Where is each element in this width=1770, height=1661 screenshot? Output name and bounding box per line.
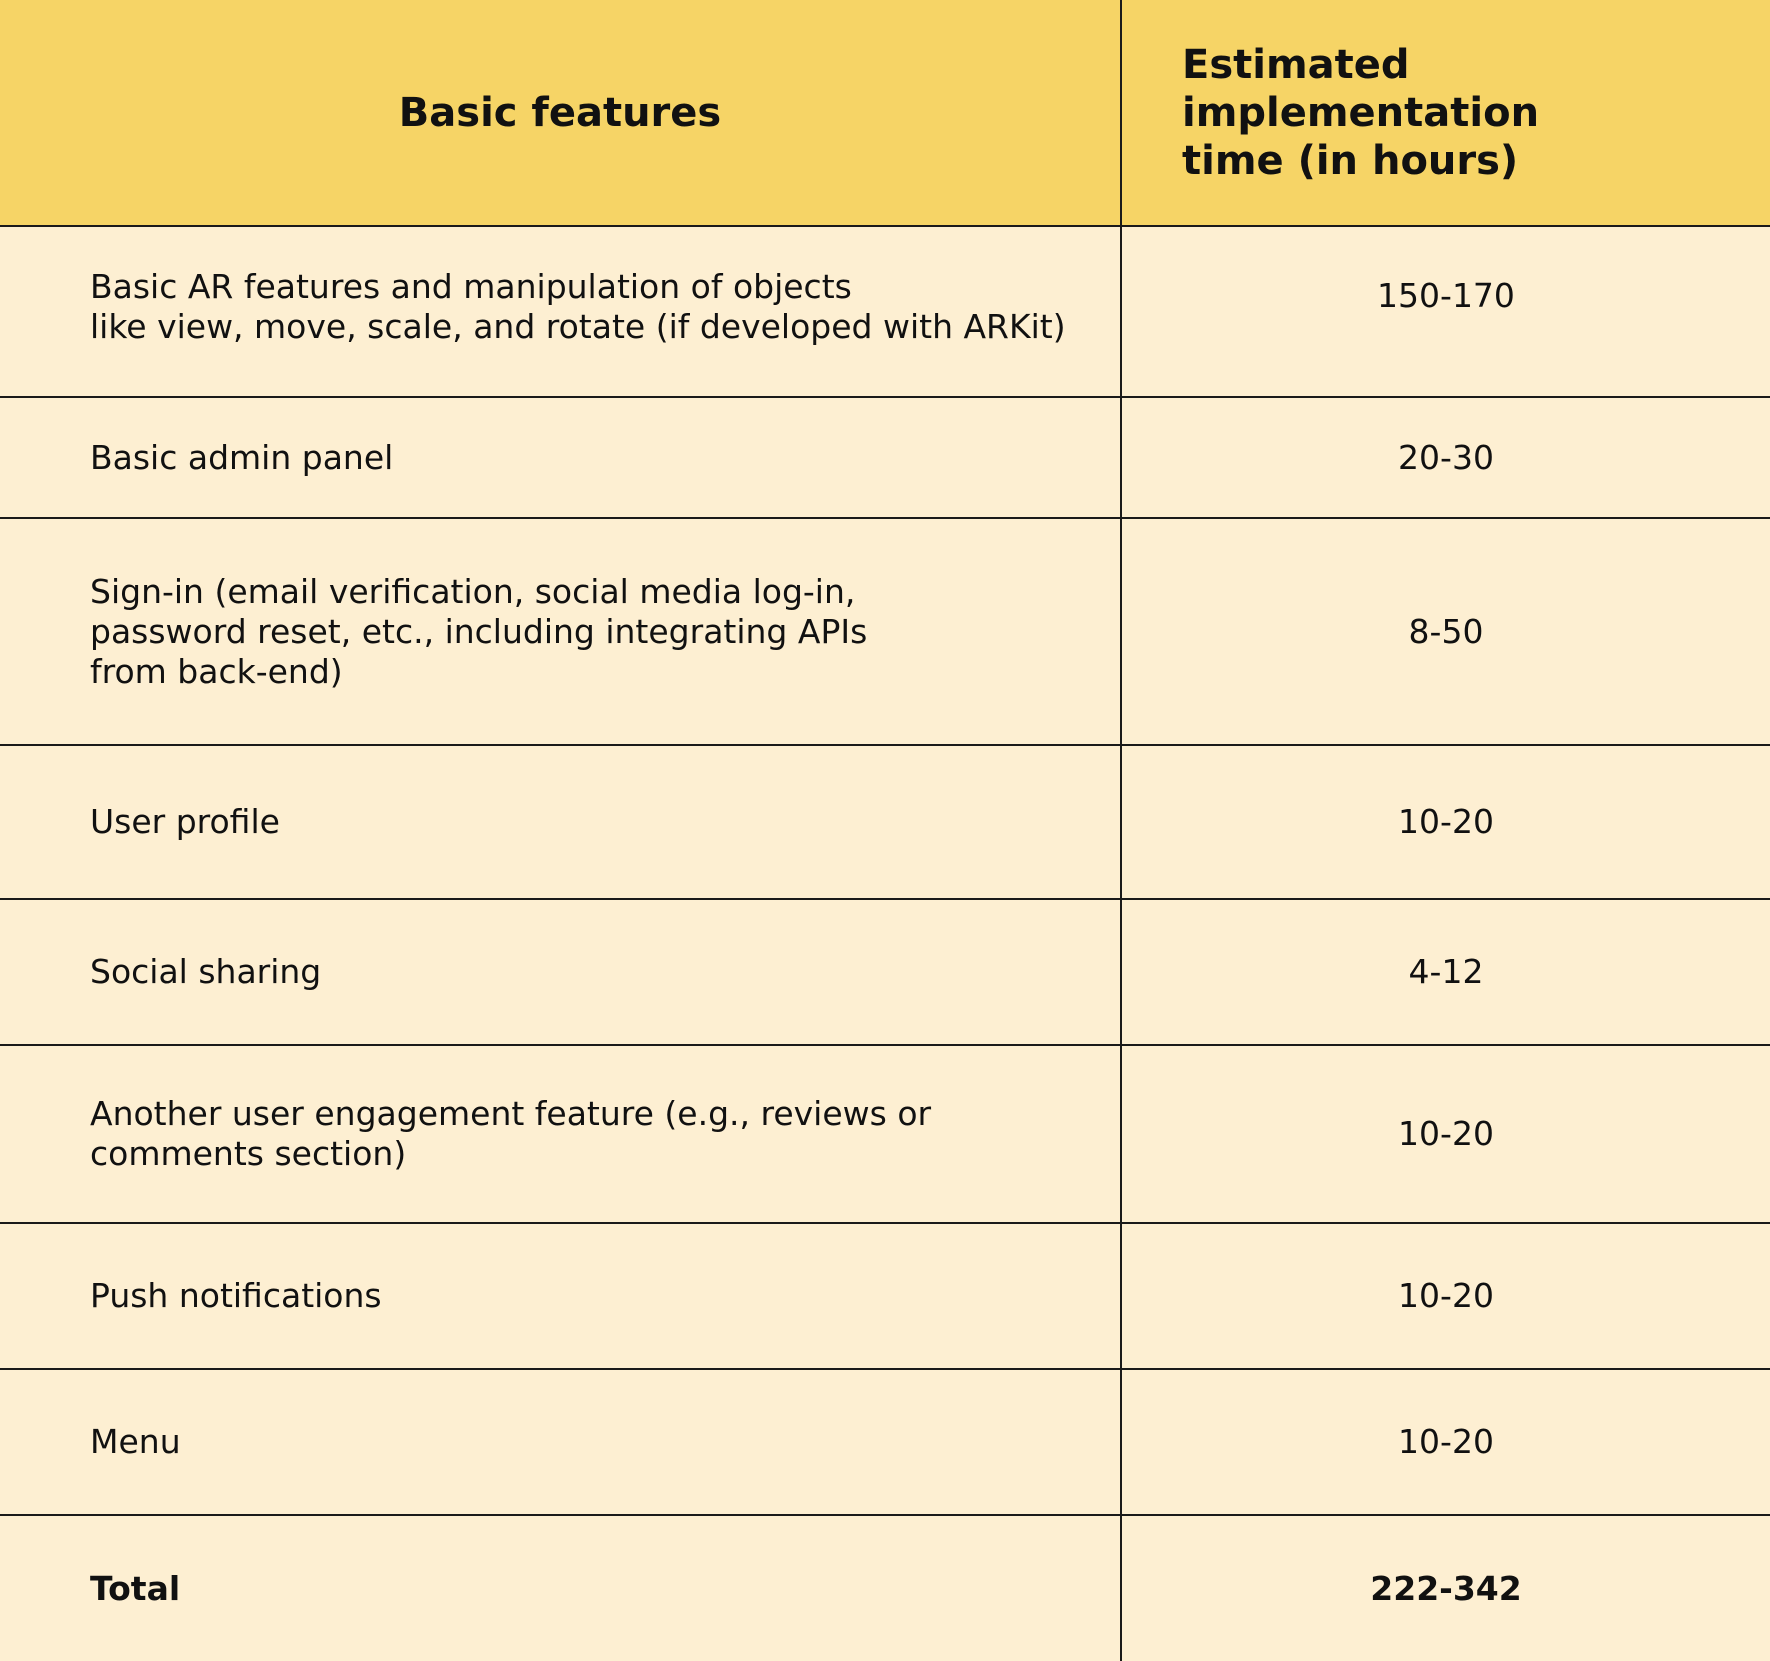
feature-cell: Basic AR features and manipulation of objects like view, move, scale, and rotate (if developed with ARKit) <box>90 267 1066 346</box>
hours-cell: 4-12 <box>1408 952 1484 991</box>
table-row <box>0 519 1770 746</box>
total-label: Total <box>90 1568 181 1608</box>
hours-cell: 10-20 <box>1398 802 1494 841</box>
hours-cell: 20-30 <box>1398 437 1494 477</box>
hours-cell: 8-50 <box>1408 611 1484 651</box>
table-total-row <box>0 1516 1770 1661</box>
table-row <box>0 900 1770 1046</box>
header-estimated-time: Estimated implementation time (in hours) <box>1182 41 1540 184</box>
feature-cell: Menu <box>90 1422 181 1461</box>
table-row <box>0 1224 1770 1370</box>
total-hours: 222-342 <box>1370 1568 1522 1608</box>
header-basic-features: Basic features <box>398 89 722 136</box>
feature-cell: Push notifications <box>90 1276 382 1315</box>
feature-cell: Basic admin panel <box>90 437 394 477</box>
feature-cell: Another user engagement feature (e.g., reviews or comments section) <box>90 1094 932 1173</box>
hours-cell: 10-20 <box>1398 1422 1494 1461</box>
hours-cell: 150-170 <box>1377 276 1515 315</box>
feature-cell: User profile <box>90 802 280 841</box>
table-row <box>0 1046 1770 1224</box>
hours-cell: 10-20 <box>1398 1114 1494 1153</box>
table-header-row <box>0 0 1770 227</box>
table-row <box>0 746 1770 900</box>
table-row <box>0 227 1770 398</box>
feature-cell: Social sharing <box>90 952 322 991</box>
hours-cell: 10-20 <box>1398 1276 1494 1315</box>
table-row <box>0 398 1770 519</box>
feature-cell: Sign-in (email verification, social media log-in, password reset, etc., including integrating APIs from back-end) <box>90 571 868 691</box>
table-row <box>0 1370 1770 1516</box>
column-divider <box>1120 0 1122 1661</box>
